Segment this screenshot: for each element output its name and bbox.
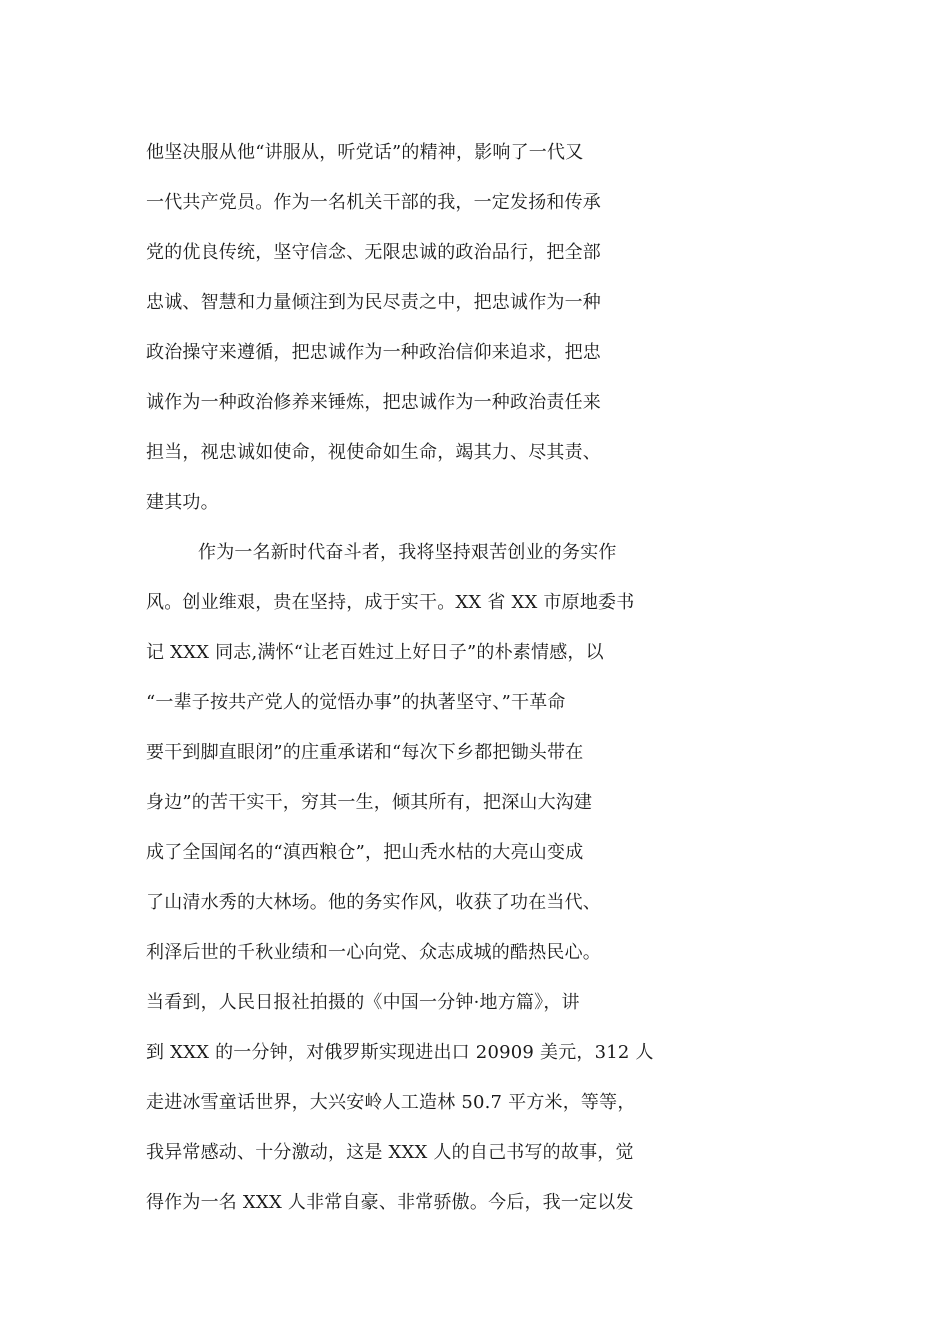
text-line: 要干到脚直眼闭”的庄重承诺和“每次下乡都把锄头带在 <box>146 742 584 763</box>
text-line: 诚作为一种政治修养来锤炼，把忠诚作为一种政治责任来 <box>146 392 601 413</box>
text-line: 走进冰雪童话世界，大兴安岭人工造林 50.7 平方米，等等， <box>146 1092 636 1113</box>
text-line: 风。创业维艰，贵在坚持，成于实干。XX 省 XX 市原地委书 <box>146 592 635 613</box>
text-line: 到 XXX 的一分钟，对俄罗斯实现进出口 20909 美元，312 人 <box>146 1042 654 1063</box>
text-line: 了山清水秀的大林场。他的务实作风，收获了功在当代、 <box>146 892 601 913</box>
text-line: 党的优良传统，坚守信念、无限忠诚的政治品行，把全部 <box>146 242 601 263</box>
text-line: 当看到，人民日报社拍摄的《中国一分钟·地方篇》，讲 <box>146 992 580 1013</box>
paragraph-first-line: 作为一名新时代奋斗者，我将坚持艰苦创业的务实作 <box>198 542 617 563</box>
text-line: 我异常感动、十分激动，这是 XXX 人的自己书写的故事，觉 <box>146 1142 634 1163</box>
text-line: 身边”的苦干实干，穷其一生，倾其所有，把深山大沟建 <box>146 792 593 813</box>
text-line: 得作为一名 XXX 人非常自豪、非常骄傲。今后，我一定以发 <box>146 1192 634 1213</box>
text-line: 忠诚、智慧和力量倾注到为民尽责之中，把忠诚作为一种 <box>146 292 601 313</box>
text-line: 担当，视忠诚如使命，视使命如生命，竭其力、尽其责、 <box>146 442 601 463</box>
text-line: 利泽后世的千秋业绩和一心向党、众志成城的酷热民心。 <box>146 942 601 963</box>
text-line: 建其功。 <box>146 492 219 513</box>
text-line: 政治操守来遵循，把忠诚作为一种政治信仰来追求，把忠 <box>146 342 601 363</box>
text-line: 成了全国闻名的“滇西粮仓”，把山秃水枯的大亮山变成 <box>146 842 584 863</box>
text-line: 一代共产党员。作为一名机关干部的我，一定发扬和传承 <box>146 192 601 213</box>
text-line: 记 XXX 同志,满怀“让老百姓过上好日子”的朴素情感，以 <box>146 642 604 663</box>
text-line: 他坚决服从他“讲服从，听党话”的精神，影响了一代又 <box>146 142 584 163</box>
text-line: “一辈子按共产党人的觉悟办事”的执著坚守、”干革命 <box>146 692 566 713</box>
